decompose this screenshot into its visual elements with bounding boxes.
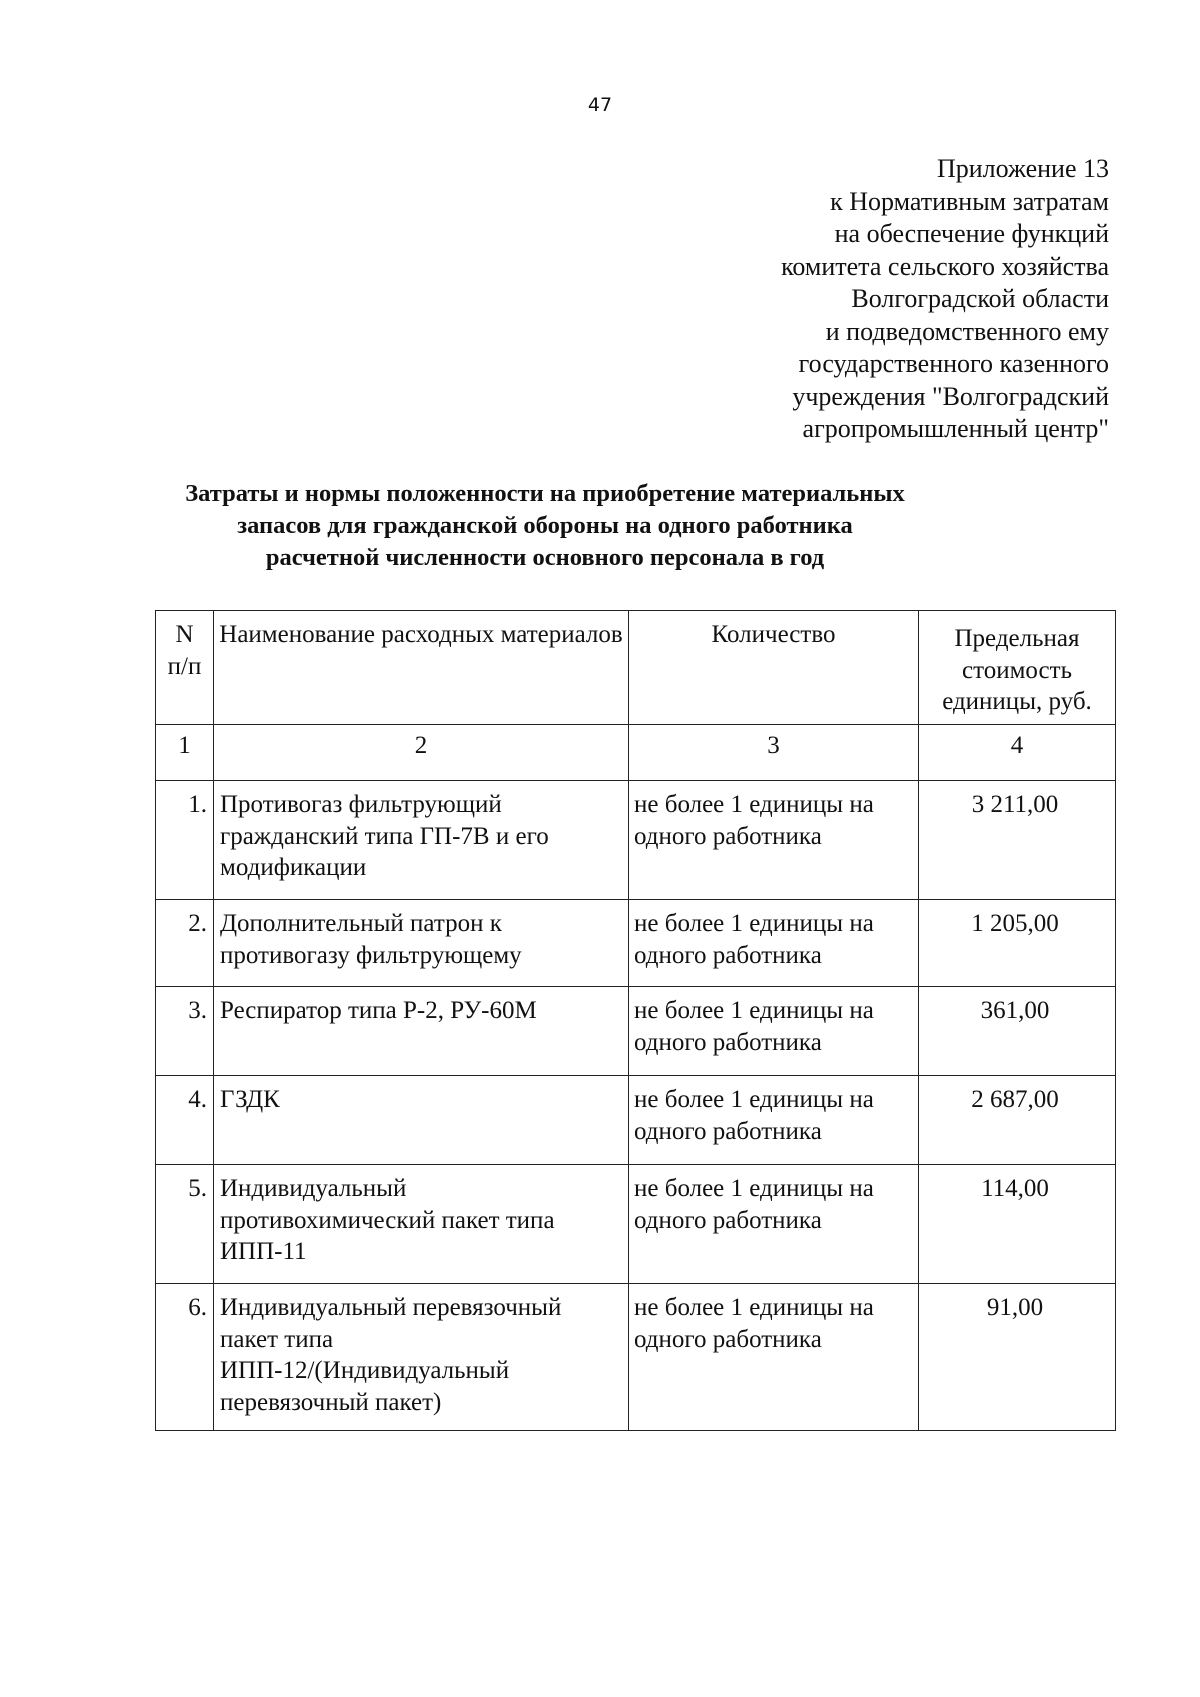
material-name: Респиратор типа Р-2, РУ-60М <box>214 987 629 1076</box>
material-name: Противогаз фильтрующий гражданский типа ГП-7В и его модификации <box>214 781 629 900</box>
material-quantity: не более 1 единицы на одного работника <box>629 1165 919 1284</box>
header-number-line1: N <box>175 621 194 648</box>
row-number: 2. <box>156 900 214 987</box>
material-price: 91,00 <box>919 1284 1116 1431</box>
material-price: 361,00 <box>919 987 1116 1076</box>
title-line: расчетной численности основного персонала в год <box>265 544 825 571</box>
header-price: Предельная стоимость единицы, руб. <box>919 611 1116 725</box>
material-quantity: не более 1 единицы на одного работника <box>629 781 919 900</box>
appendix-line: Приложение 13 <box>936 154 1109 183</box>
table-row <box>156 1076 1116 1165</box>
title-line: запасов для гражданской обороны на одного работника <box>237 512 853 539</box>
material-name: Индивидуальный противохимический пакет типа ИПП-11 <box>214 1165 629 1284</box>
row-number: 4. <box>156 1076 214 1165</box>
table-row <box>156 1165 1116 1284</box>
material-name: Дополнительный патрон к противогазу фильтрующему <box>214 900 629 987</box>
appendix-line: комитета сельского хозяйства <box>781 251 1109 281</box>
appendix-line: государственного казенного <box>798 349 1109 378</box>
table-row <box>156 987 1116 1076</box>
table-row <box>156 781 1116 900</box>
row-number: 5. <box>156 1165 214 1284</box>
column-index: 1 <box>156 725 214 781</box>
appendix-line: учреждения "Волгоградский <box>792 381 1109 411</box>
material-name: ГЗДК <box>214 1076 629 1165</box>
header-quantity: Количество <box>629 611 919 725</box>
material-quantity: не более 1 единицы на одного работника <box>629 1284 919 1431</box>
material-price: 114,00 <box>919 1165 1116 1284</box>
table-row <box>156 1284 1116 1431</box>
material-price: 2 687,00 <box>919 1076 1116 1165</box>
header-number-line2: п/п <box>167 652 202 680</box>
page-number: 47 <box>587 94 613 116</box>
material-name: Индивидуальный перевязочный пакет типа ИПП-12/(Индивидуальный перевязочный пакет) <box>214 1284 629 1431</box>
appendix-reference <box>781 153 1109 446</box>
header-name: Наименование расходных материалов <box>214 611 629 725</box>
appendix-line: Волгоградской области <box>851 284 1109 313</box>
appendix-line: на обеспечение функций <box>834 219 1109 248</box>
appendix-line: агропромышленный центр" <box>802 414 1109 443</box>
row-number: 6. <box>156 1284 214 1431</box>
material-quantity: не более 1 единицы на одного работника <box>629 900 919 987</box>
table-row <box>156 900 1116 987</box>
table-header-row <box>156 611 1116 725</box>
material-quantity: не более 1 единицы на одного работника <box>629 987 919 1076</box>
title-line: Затраты и нормы положенности на приобретение материальных <box>185 480 905 507</box>
materials-table <box>155 610 1116 1431</box>
appendix-line: к Нормативным затратам <box>830 186 1109 216</box>
header-number <box>156 611 214 725</box>
material-price: 1 205,00 <box>919 900 1116 987</box>
row-number: 3. <box>156 987 214 1076</box>
document-title <box>150 478 940 574</box>
column-index: 2 <box>214 725 629 781</box>
column-index: 3 <box>629 725 919 781</box>
row-number: 1. <box>156 781 214 900</box>
material-price: 3 211,00 <box>919 781 1116 900</box>
appendix-line: и подведомственного ему <box>825 316 1109 346</box>
column-index: 4 <box>919 725 1116 781</box>
material-quantity: не более 1 единицы на одного работника <box>629 1076 919 1165</box>
column-index-row <box>156 725 1116 781</box>
